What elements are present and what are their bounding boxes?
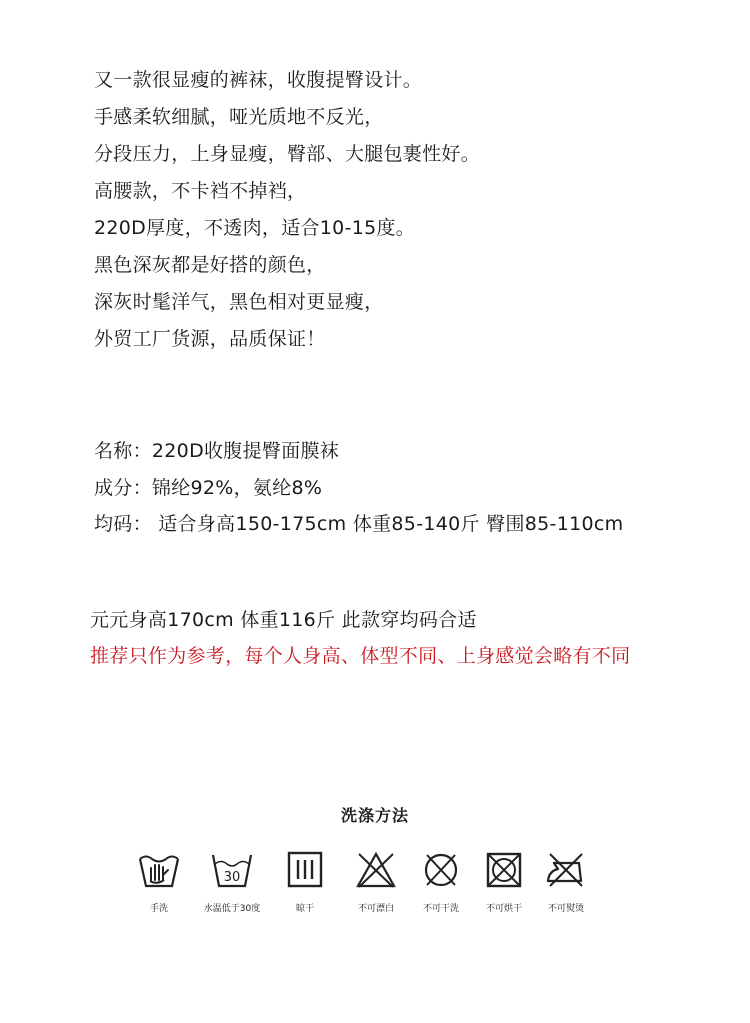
- no-iron-icon: [544, 850, 588, 890]
- care-label: 不可熨烫: [547, 904, 584, 914]
- no-dry-clean-icon: [419, 850, 463, 890]
- line-dry-icon: [283, 850, 327, 890]
- care-label: 不可干洗: [422, 904, 459, 914]
- description-line: 220D厚度，不透肉，适合10-15度。: [94, 217, 416, 239]
- care-label: 手洗: [149, 904, 168, 914]
- description-line: 又一款很显瘦的裤袜，收腹提臀设计。: [94, 69, 423, 91]
- no-tumble-dry-icon: [482, 850, 526, 890]
- description-line: 高腰款，不卡裆不掉裆，: [94, 180, 307, 202]
- hand-wash-icon: [137, 850, 181, 890]
- wash-30-icon: [210, 850, 254, 890]
- description-line: 外贸工厂货源，品质保证！: [94, 328, 326, 350]
- care-item-no-iron: [521, 850, 611, 914]
- spec-size: 均码： 适合身高150-175cm 体重85-140斤 臀围85-110cm: [94, 513, 624, 535]
- care-label: 不可漂白: [357, 904, 394, 914]
- description-line: 手感柔软细腻，哑光质地不反光，: [94, 106, 384, 128]
- product-description: [94, 62, 480, 358]
- care-label: 水温低于30度: [203, 904, 261, 914]
- description-line: 分段压力，上身显瘦，臀部、大腿包裹性好。: [94, 143, 481, 165]
- description-line: 深灰时髦洋气，黑色相对更显瘦，: [94, 291, 384, 313]
- care-label: 不可烘干: [485, 904, 522, 914]
- model-measurements: 元元身高170cm 体重116斤 此款穿均码合适: [90, 609, 477, 631]
- model-info: [90, 602, 630, 674]
- spec-name: 名称：220D收腹提臀面膜袜: [94, 440, 340, 462]
- care-title: 洗涤方法: [340, 806, 409, 825]
- fit-disclaimer: 推荐只作为参考，每个人身高、体型不同、上身感觉会略有不同: [90, 645, 631, 667]
- wash-temp-label: 30: [223, 870, 241, 885]
- product-specs: [94, 433, 623, 543]
- no-bleach-icon: [354, 850, 398, 890]
- description-line: 黑色深灰都是好搭的颜色，: [94, 254, 326, 276]
- care-label: 晾干: [295, 904, 314, 914]
- spec-material: 成分：锦纶92%，氨纶8%: [94, 476, 323, 499]
